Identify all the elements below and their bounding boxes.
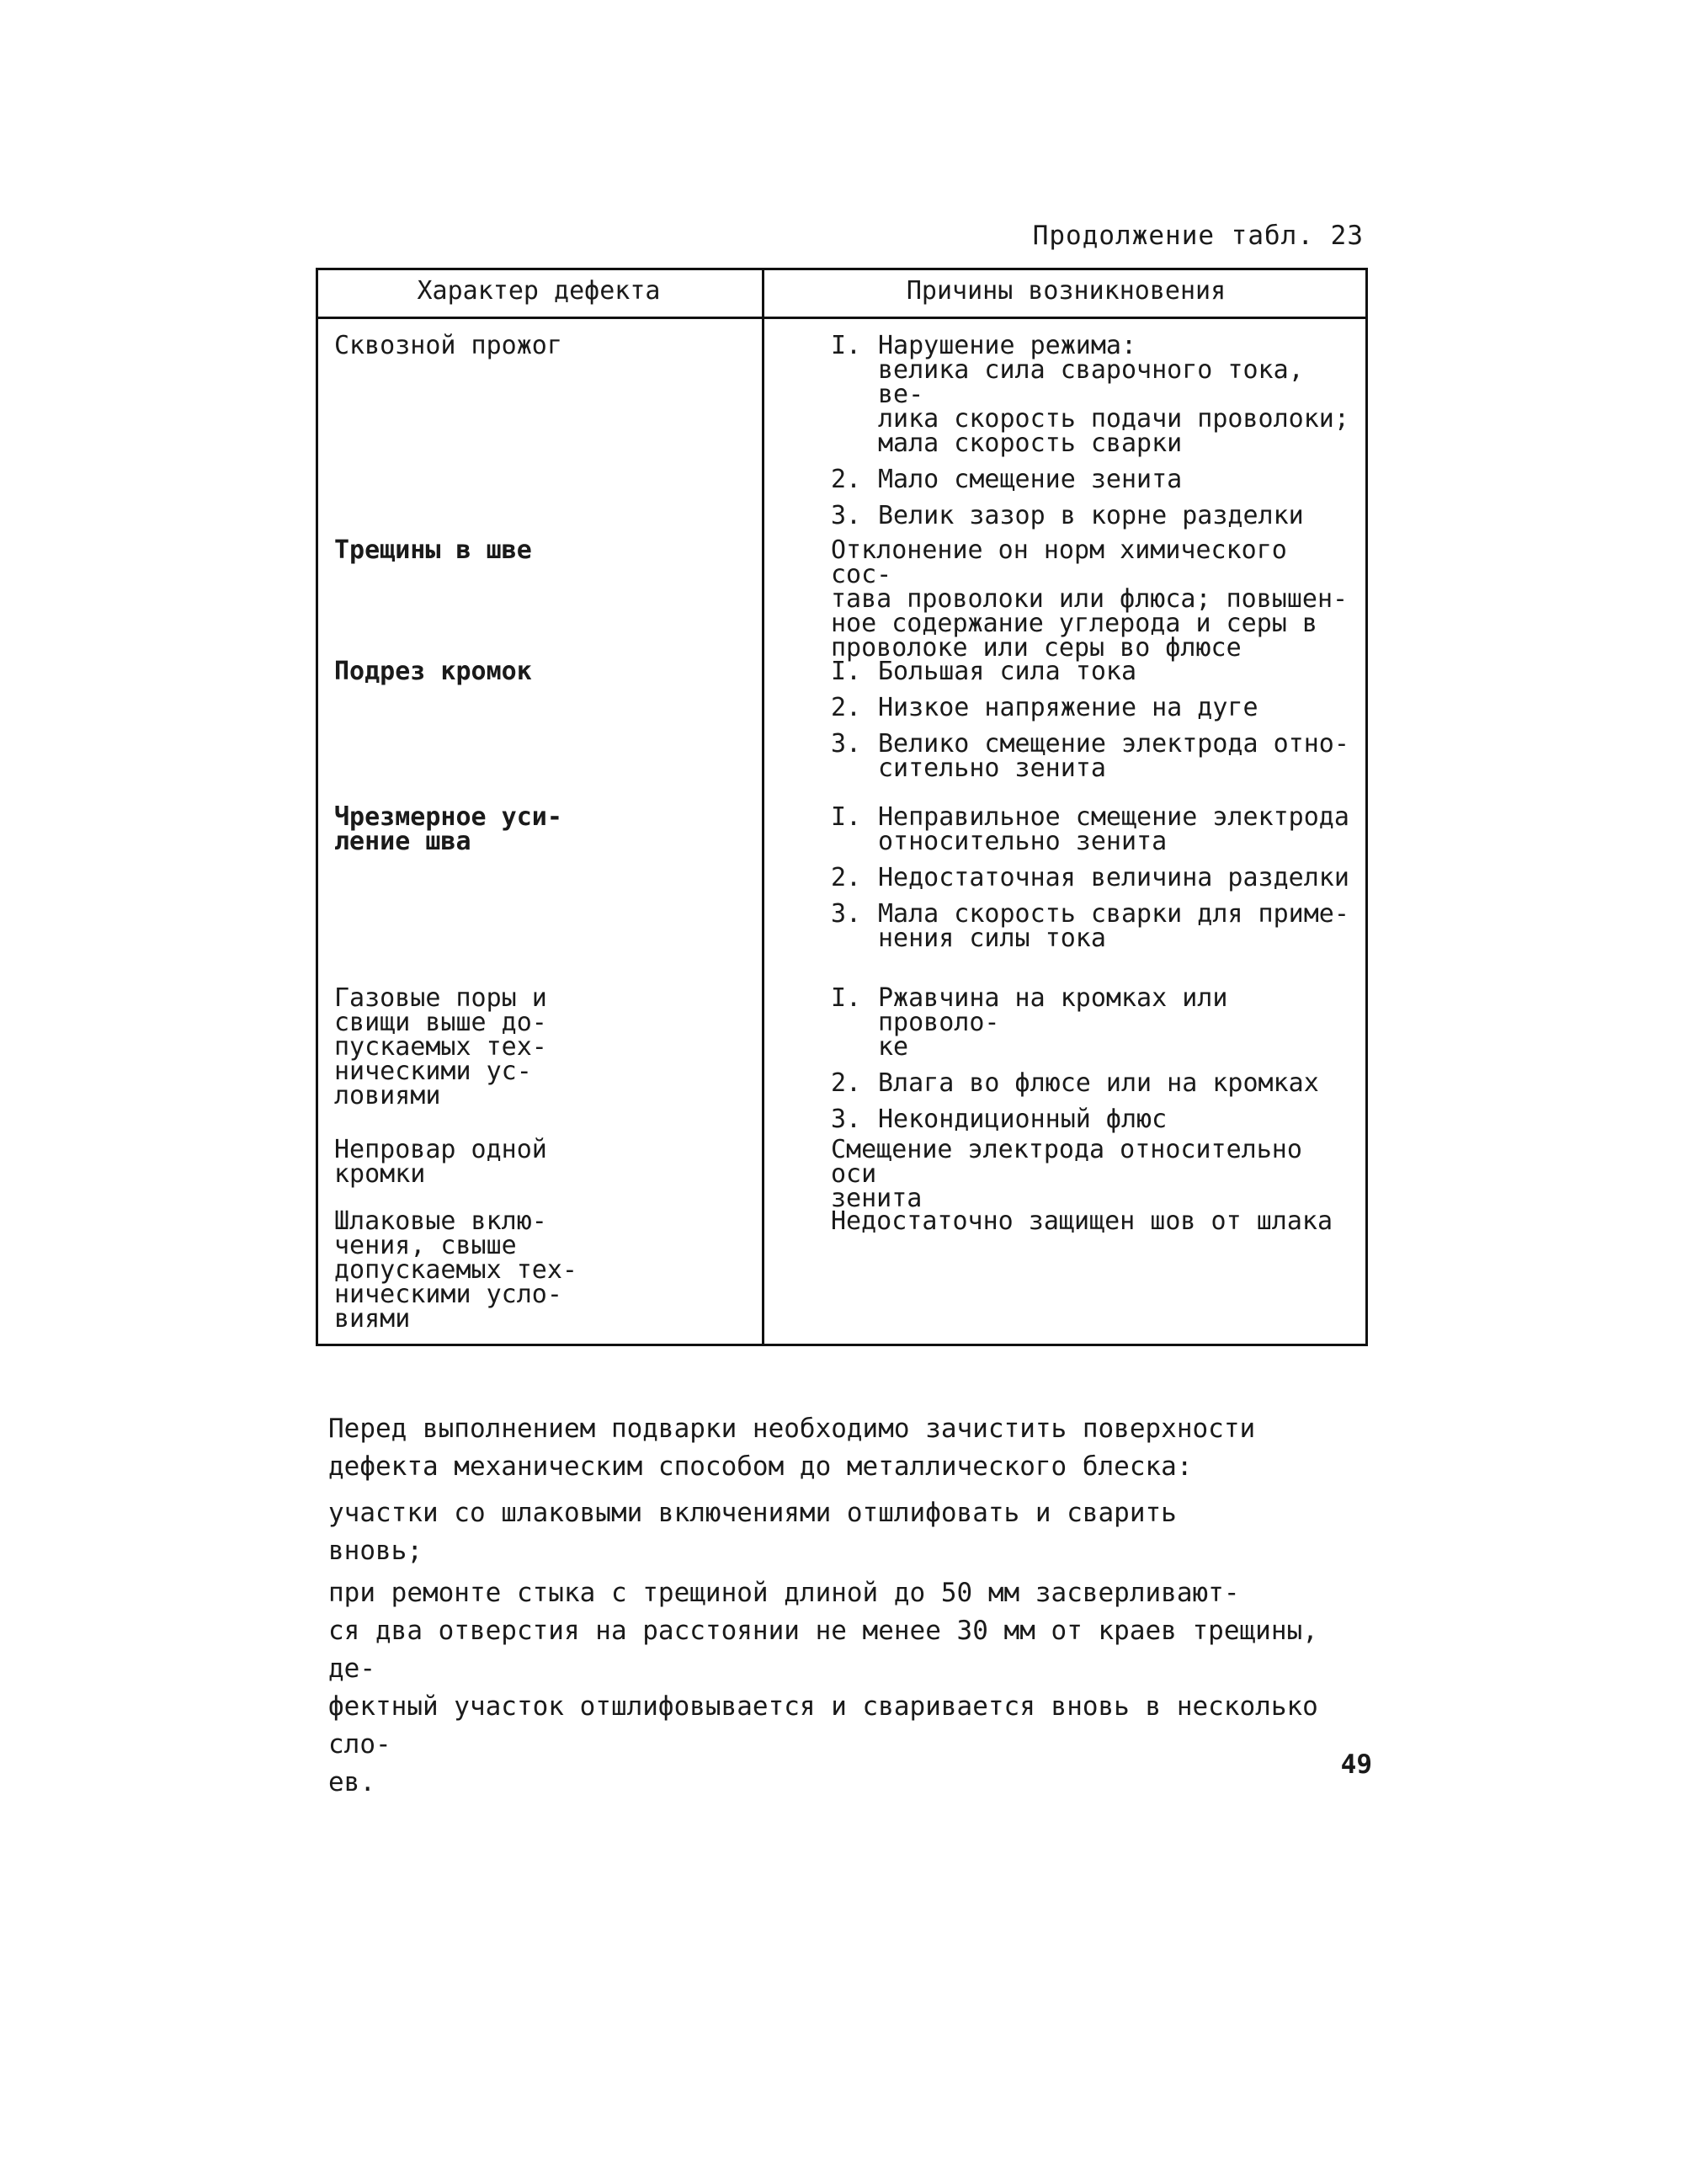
cause-number: 2. xyxy=(831,693,862,722)
cause-item xyxy=(831,1107,1361,1132)
column-header-defect: Характер дефекта xyxy=(417,276,661,306)
defect-name: Шлаковые вклю- чения, свыше допускаемых тех- ническими усло- виями xyxy=(334,1206,577,1334)
body-paragraph: при ремонте стыка с трещиной длиной до 50 мм засверливают- ся два отверстия на расстоянии не менее 30 мм от краев трещины, де- фектный участок отшлифовывается и сваривается вновь в несколько сло- ев. xyxy=(328,1578,1318,1797)
table-header xyxy=(316,270,1368,319)
cause-text: Отклонение он норм химического сос- тава проволоки или флюса; повышен- ное содержание углерода и серы в проволоке или серы во флюсе xyxy=(831,535,1349,663)
cause-number: 3. xyxy=(831,1105,862,1134)
defect-name: Сквозной прожог xyxy=(334,331,562,360)
cause-number: 2. xyxy=(831,1068,862,1098)
cause-number: I. xyxy=(831,331,862,360)
page-number: 49 xyxy=(1340,1749,1372,1780)
cause-text: Смещение электрода относительно оси зенита xyxy=(831,1135,1302,1213)
cause-item xyxy=(831,695,1361,720)
cause-number: I. xyxy=(831,657,862,686)
cause-text: Неправильное смещение электрода относительно зенита xyxy=(878,802,1349,856)
defect-name: Подрез кромок xyxy=(334,657,532,686)
cause-text: Некондиционный флюс xyxy=(878,1105,1168,1134)
table-border-right xyxy=(1365,270,1368,1344)
cause-item xyxy=(831,331,1361,458)
cause-number: I. xyxy=(831,802,862,832)
cause-text: Велик зазор в корне разделки xyxy=(878,501,1304,530)
body-paragraph: участки со шлаковыми включениями отшлифовать и сварить вновь; xyxy=(328,1498,1177,1566)
causes-list xyxy=(831,983,1361,1143)
cause-number: 3. xyxy=(831,729,862,759)
cause-item xyxy=(831,983,1361,1062)
table-caption: Продолжение табл. 23 xyxy=(1032,221,1364,251)
cause-number: 3. xyxy=(831,501,862,530)
defects-table xyxy=(316,268,1368,1346)
cause-number: 2. xyxy=(831,465,862,494)
cause-text: Мала скорость сварки для приме- нения силы тока xyxy=(878,899,1349,953)
cause-text: Нарушение режима: велика сила сварочного тока, ве- лика скорость подачи проволоки; мала скорость сварки xyxy=(878,331,1349,458)
cause-item xyxy=(831,659,1361,684)
cause-text: Мало смещение зенита xyxy=(878,465,1183,494)
cause-text: Влага во флюсе или на кромках xyxy=(878,1068,1319,1098)
cause-item xyxy=(831,729,1361,783)
defect-name: Чрезмерное уси- ление шва xyxy=(334,802,562,856)
cause-item xyxy=(831,503,1361,528)
defect-name: Трещины в шве xyxy=(334,535,532,565)
causes-list xyxy=(831,802,1361,962)
cause-text: Недостаточно защищен шов от шлака xyxy=(831,1206,1333,1236)
cause-text: Недостаточная величина разделки xyxy=(878,863,1349,892)
cause-number: 3. xyxy=(831,899,862,929)
cause-number: 2. xyxy=(831,863,862,892)
cause-number: I. xyxy=(831,983,862,1013)
cause-item xyxy=(831,467,1361,492)
causes-list xyxy=(831,659,1361,792)
cause-text: Низкое напряжение на дуге xyxy=(878,693,1258,722)
cause-text: Ржавчина на кромках или проволо- ке xyxy=(878,983,1228,1062)
cause-text: Велико смещение электрода отно- сительно зенита xyxy=(878,729,1349,783)
table-border-left xyxy=(316,270,318,1344)
cause-text: Большая сила тока xyxy=(878,657,1137,686)
defect-name: Непровар одной кромки xyxy=(334,1135,547,1189)
cause-item xyxy=(831,865,1361,890)
defect-name: Газовые поры и свищи выше до- пускаемых тех- ническими ус- ловиями xyxy=(334,983,547,1110)
table-column-divider xyxy=(762,270,764,1344)
cause-item xyxy=(831,1068,1361,1098)
column-header-causes: Причины возникновения xyxy=(906,276,1226,306)
cause-item xyxy=(831,802,1361,856)
body-paragraph: Перед выполнением подварки необходимо зачистить поверхности дефекта механическим способом до металлического блеска: xyxy=(328,1414,1256,1482)
cause-item xyxy=(831,899,1361,953)
causes-list xyxy=(831,333,1361,540)
